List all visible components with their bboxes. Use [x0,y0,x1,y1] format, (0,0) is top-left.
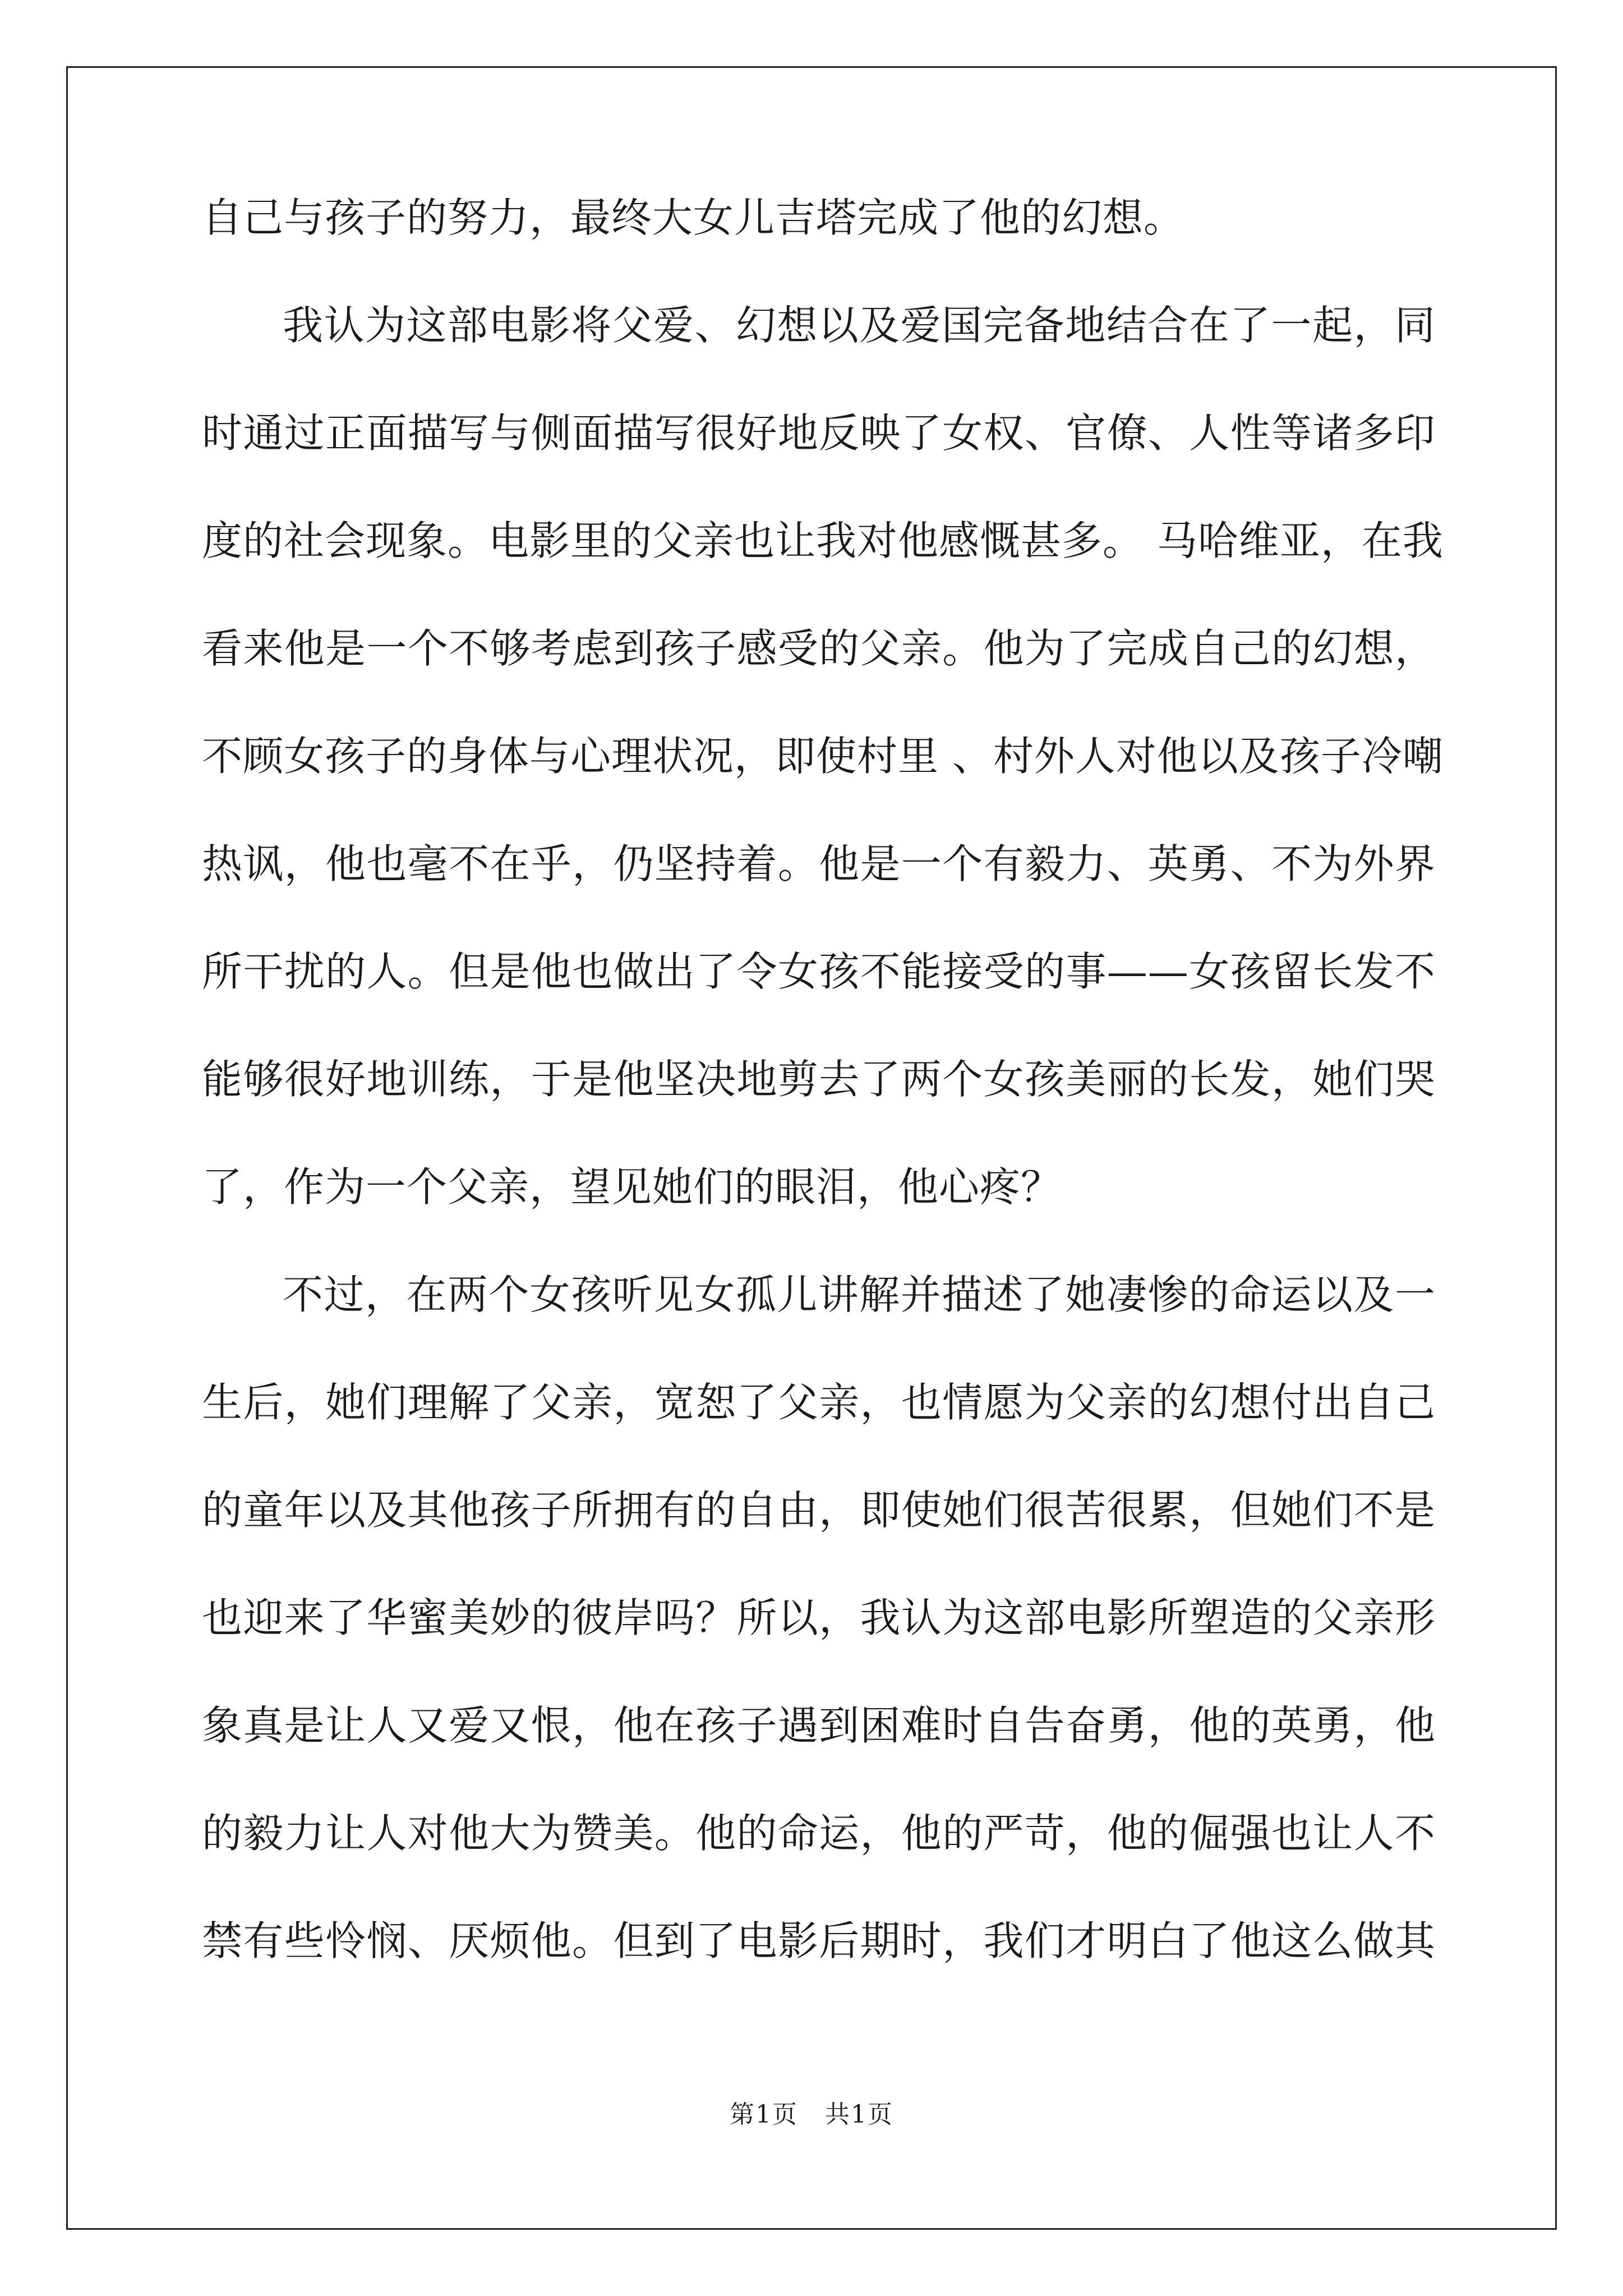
paragraph-start-line: 不过，在两个女孩听见女孤儿讲解并描述了她凄惨的命运以及一 [283,1271,1436,1318]
text-line: 能够很好地训练，于是他坚决地剪去了两个女孩美丽的长发，她们哭 [202,1056,1436,1103]
text-line: 不顾女孩子的身体与心理状况，即使村里 、村外人对他以及孩子冷嘲 [202,733,1444,780]
text-line: 自己与孩子的努力，最终大女儿吉塔完成了他的幻想。 [202,194,1185,241]
text-line: 度的社会现象。电影里的父亲也让我对他感慨甚多。 马哈维亚，在我 [202,517,1444,564]
text-line: 的毅力让人对他大为赞美。他的命运，他的严苛，他的倔强也让人不 [202,1810,1436,1857]
text-line: 象真是让人又爱又恨，他在孩子遇到困难时自告奋勇，他的英勇，他 [202,1702,1436,1749]
text-line: 的童年以及其他孩子所拥有的自由，即使她们很苦很累，但她们不是 [202,1487,1436,1534]
page-number: 第1页 [730,2100,798,2129]
text-line: 生后，她们理解了父亲，宽恕了父亲，也情愿为父亲的幻想付出自己 [202,1379,1436,1426]
page-total: 共1页 [825,2100,893,2129]
text-line: 热讽，他也毫不在乎，仍坚持着。他是一个有毅力、英勇、不为外界 [202,840,1436,887]
page-footer [0,2098,1623,2132]
paragraph-start-line: 我认为这部电影将父爱、幻想以及爱国完备地结合在了一起，同 [283,302,1436,349]
text-line: 所干扰的人。但是他也做出了令女孩不能接受的事——女孩留长发不 [202,948,1436,995]
text-line: 时通过正面描写与侧面描写很好地反映了女权、官僚、人性等诸多印 [202,409,1436,457]
text-line: 了，作为一个父亲，望见她们的眼泪，他心疼？ [202,1163,1062,1211]
text-line: 看来他是一个不够考虑到孩子感受的父亲。他为了完成自己的幻想， [202,625,1436,672]
text-line: 也迎来了华蜜美妙的彼岸吗？所以，我认为这部电影所塑造的父亲形 [202,1594,1436,1641]
text-line: 禁有些怜悯、厌烦他。但到了电影后期时，我们才明白了他这么做其 [202,1917,1436,1964]
